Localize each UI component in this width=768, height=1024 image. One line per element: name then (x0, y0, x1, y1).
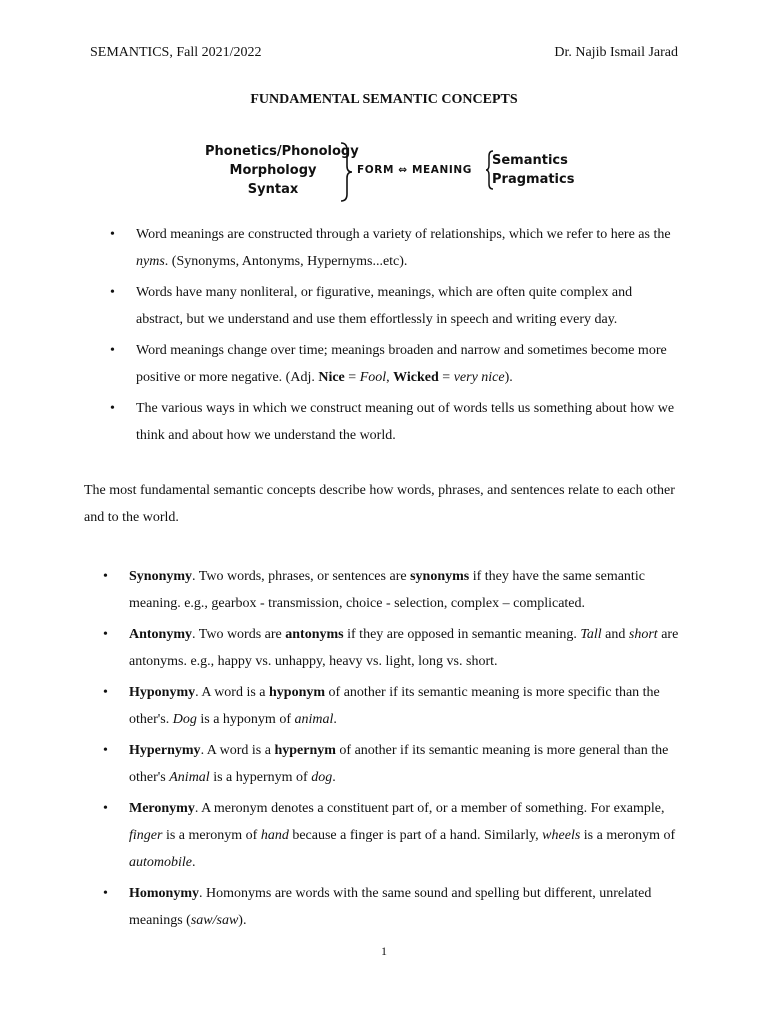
intro-paragraph: The most fundamental semantic concepts describe how words, phrases, and sentences relate to each other and to the world. (84, 483, 675, 525)
concepts-list (129, 563, 681, 938)
page-title: FUNDAMENTAL SEMANTIC CONCEPTS (250, 92, 518, 107)
form-meaning-diagram (205, 140, 575, 208)
diagram-item-semantics: Semantics (492, 153, 568, 168)
concept-synonymy: • Synonymy. Two words, phrases, or sentences are synonyms if they have the same semantic meaning. e.g., gearbox - transmission, choice - selection, complex – complicated. (129, 563, 681, 617)
concept-homonymy: • Homonymy. Homonyms are words with the same sound and spelling but different, unrelated meanings (saw/saw). (129, 880, 681, 934)
list-item: • Words have many nonliteral, or figurative, meanings, which are often quite complex and abstract, but we understand and use them effortlessly in speech and writing every day. (136, 279, 681, 333)
list-item: • Word meanings change over time; meanings broaden and narrow and sometimes become more positive or more negative. (Adj. Nice = Fool, Wicked = very nice). (136, 337, 681, 391)
right-brace-icon (339, 142, 353, 202)
list-item: • Word meanings are constructed through a variety of relationships, which we refer to here as the nyms. (Synonyms, Antonyms, Hypernyms...etc). (136, 221, 681, 275)
diagram-item-morphology: Morphology (229, 163, 317, 178)
header-course: SEMANTICS, Fall 2021/2022 (90, 45, 262, 60)
page-number: 1 (381, 944, 387, 958)
diagram-left-group (205, 142, 359, 199)
diagram-item-pragmatics: Pragmatics (492, 172, 575, 187)
concept-hyponymy: • Hyponymy. A word is a hyponym of another if its semantic meaning is more specific than the other's. Dog is a hyponym of animal. (129, 679, 681, 733)
diagram-item-phonetics: Phonetics/Phonology (205, 144, 359, 159)
diagram-right-group (492, 151, 574, 189)
header-author: Dr. Najib Ismail Jarad (554, 45, 678, 60)
diagram-item-syntax: Syntax (247, 182, 299, 197)
list-item: • The various ways in which we construct meaning out of words tells us something about how we think and about how we understand the world. (136, 395, 681, 449)
concept-hypernymy: • Hypernymy. A word is a hypernym of another if its semantic meaning is more general than the other's Animal is a hypernym of dog. (129, 737, 681, 791)
concept-meronymy: • Meronymy. A meronym denotes a constituent part of, or a member of something. For example, finger is a meronym of hand because a finger is part of a hand. Similarly, wheels is a meronym of automobile. (129, 795, 681, 876)
diagram-form-meaning: FORM ⇔ MEANING (357, 164, 472, 176)
concept-antonymy: • Antonymy. Two words are antonyms if they are opposed in semantic meaning. Tall and short are antonyms. e.g., happy vs. unhappy, heavy vs. light, long vs. short. (129, 621, 681, 675)
intro-bullet-list (136, 221, 681, 453)
